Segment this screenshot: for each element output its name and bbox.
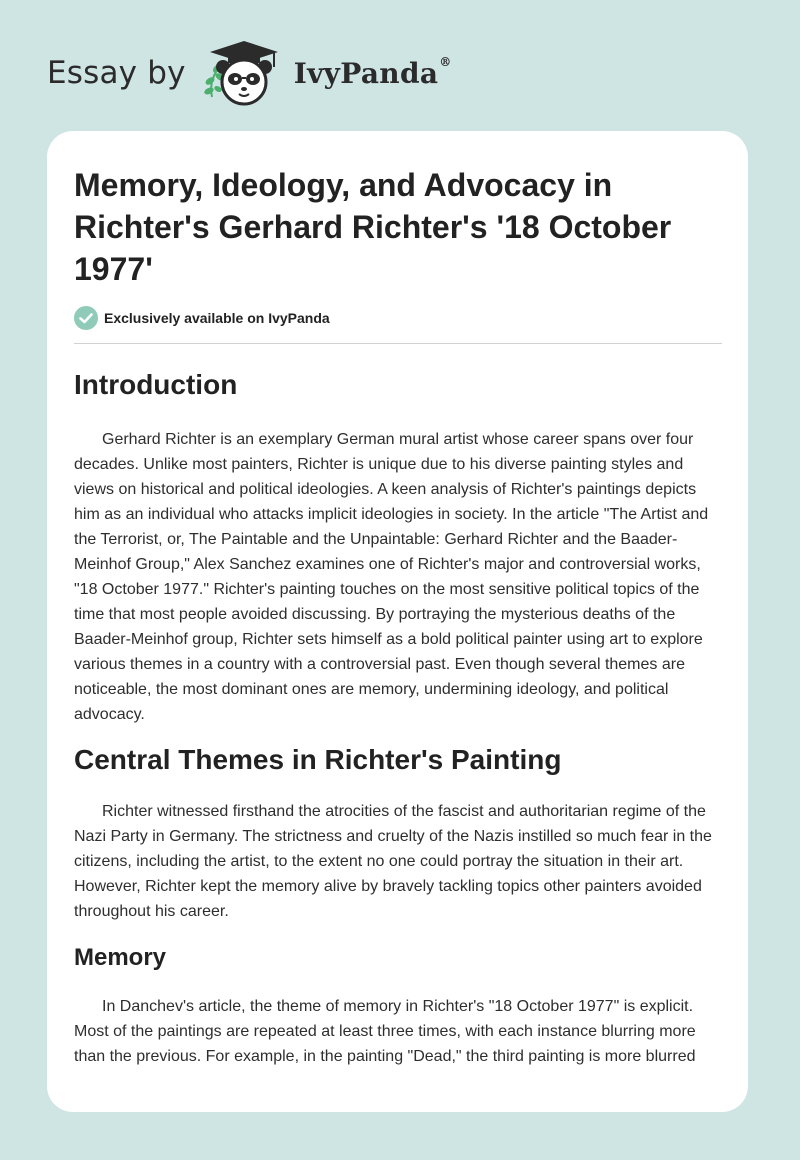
exclusive-badge <box>74 306 722 330</box>
section-paragraph: Richter witnessed firsthand the atrocities of the fascist and authoritarian regime of the Nazi Party in Germany. The strictness and cruelty of the Nazis instilled so much fear in the citizens, including the artist, to the extent no one could portray the situation in their art. However, Richter kept the memory alive by bravely tackling topics other painters avoided throughout his career. <box>74 803 712 920</box>
section-paragraph: Gerhard Richter is an exemplary German mural artist whose career spans over four decades. Unlike most painters, Richter is unique due to his diverse painting styles and views on historical and political ideologies. A keen analysis of Richter's paintings depicts him as an individual who attacks implicit ideologies in society. In the article "The Artist and the Terrorist, or, The Paintable and the Unpaintable: Gerhard Richter and the Baader-Meinhof Group," Alex Sanchez examines one of Richter's major and controversial works, "18 October 1977." Richter's painting touches on the most sensitive political topics of the time that most people avoided discussing. By portraying the mysterious deaths of the Baader-Meinhof group, Richter sets himself as a bold political painter using art to explore various themes in a country with a controversial past. Even though several themes are noticeable, the most dominant ones are memory, undermining ideology, and political advocacy. <box>74 431 709 723</box>
title-divider <box>74 343 722 344</box>
section-introduction <box>74 370 722 727</box>
brand-prefix: Essay by <box>47 55 186 91</box>
essay-card <box>47 131 748 1112</box>
essay-content <box>47 131 748 1069</box>
exclusive-label: Exclusively available on IvyPanda <box>104 310 330 326</box>
section-heading: Central Themes in Richter's Painting <box>74 744 562 775</box>
section-heading: Introduction <box>74 369 238 400</box>
brand-name[interactable] <box>293 54 452 90</box>
section-memory <box>74 944 722 1069</box>
essay-title: Memory, Ideology, and Advocacy in Richter's Gerhard Richter's '18 October 1977' <box>74 167 672 287</box>
panda-logo-icon[interactable] <box>200 37 292 109</box>
site-header <box>47 38 452 108</box>
check-badge-icon <box>74 306 98 330</box>
section-central-themes <box>74 745 722 924</box>
brand-name-text: IvyPanda <box>293 56 439 90</box>
registered-mark: ® <box>439 54 452 69</box>
subsection-heading: Memory <box>74 944 167 971</box>
section-paragraph: In Danchev's article, the theme of memory in Richter's "18 October 1977" is explicit. Most of the paintings are repeated at least three times, with each instance blurring more than the previous. For example, in the painting "Dead," the third painting is more blurred <box>74 998 696 1065</box>
